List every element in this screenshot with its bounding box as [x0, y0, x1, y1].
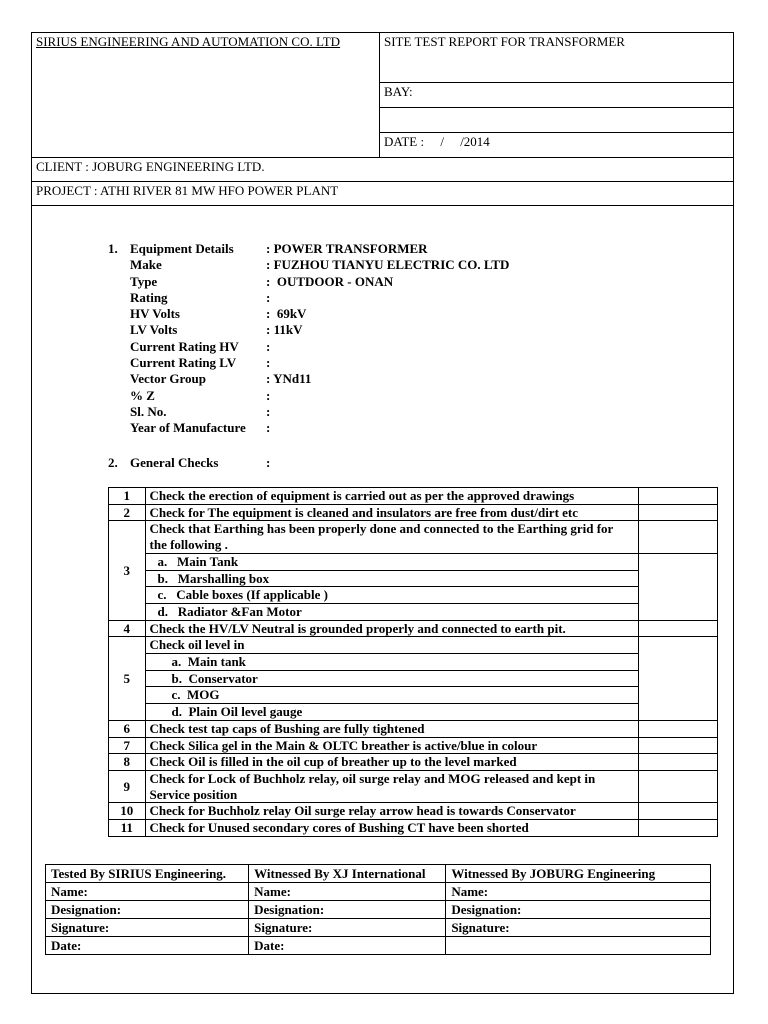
- check-text: Check for Buchholz relay Oil surge relay arrow head is towards Conservator: [145, 803, 638, 820]
- signature-table: [45, 864, 711, 955]
- client-field: CLIENT : JOBURG ENGINEERING LTD.: [32, 158, 734, 182]
- table-row: [109, 521, 718, 553]
- check-result-cell: [638, 720, 717, 737]
- detail-label: LV Volts: [130, 322, 178, 338]
- table-row: [46, 901, 711, 919]
- check-number: 6: [109, 720, 146, 737]
- detail-value: : POWER TRANSFORMER: [266, 241, 428, 256]
- equipment-details: [108, 241, 509, 437]
- table-row: [109, 587, 718, 604]
- company-name: SIRIUS ENGINEERING AND AUTOMATION CO. LTD: [36, 34, 341, 49]
- designation-field: Designation:: [46, 901, 249, 919]
- detail-label: Rating: [130, 289, 168, 305]
- table-row: [109, 620, 718, 637]
- detail-value: :: [266, 289, 271, 305]
- check-subitem: c. Cable boxes (If applicable ): [145, 587, 638, 604]
- check-subitem: a. Main tank: [145, 654, 638, 671]
- table-row: [109, 770, 718, 802]
- company-cell: [32, 33, 380, 158]
- detail-value: :: [266, 355, 271, 371]
- table-row: [46, 865, 711, 883]
- checks-table: [108, 487, 718, 837]
- check-result-cell: [638, 770, 717, 802]
- check-number: 2: [109, 504, 146, 521]
- detail-value: : 11kV: [266, 322, 303, 338]
- signature-field: Signature:: [46, 919, 249, 937]
- name-field: Name:: [249, 883, 446, 901]
- table-row: [109, 670, 718, 687]
- check-number: 4: [109, 620, 146, 637]
- table-row: [109, 737, 718, 754]
- table-row: [46, 937, 711, 955]
- table-row: [109, 803, 718, 820]
- detail-value: : YNd11: [266, 371, 312, 387]
- check-result-cell: [638, 803, 717, 820]
- check-text: Check for Lock of Buchholz relay, oil surge relay and MOG released and kept in Service position: [145, 770, 638, 802]
- general-checks-label: General Checks: [130, 455, 219, 470]
- check-result-cell: [638, 553, 717, 620]
- report-header: [31, 32, 734, 206]
- general-checks-heading: [108, 455, 270, 471]
- table-row: [109, 820, 718, 837]
- check-number: 3: [109, 521, 146, 620]
- detail-label: HV Volts: [130, 306, 180, 322]
- general-checks-colon: :: [266, 455, 271, 470]
- name-field: Name:: [46, 883, 249, 901]
- table-row: [109, 654, 718, 671]
- date-field-empty: [446, 937, 711, 955]
- detail-value: :: [266, 403, 271, 419]
- check-result-cell: [638, 737, 717, 754]
- witnessed-by-joburg-heading: Witnessed By JOBURG Engineering: [446, 865, 711, 883]
- check-text: Check for The equipment is cleaned and insulators are free from dust/dirt etc: [145, 504, 638, 521]
- section-number: 1.: [108, 241, 118, 256]
- name-field: Name:: [446, 883, 711, 901]
- detail-label: Vector Group: [130, 371, 206, 387]
- table-row: [109, 570, 718, 587]
- check-text: Check that Earthing has been properly done and connected to the Earthing grid for the following .: [145, 521, 638, 553]
- table-row: [109, 754, 718, 771]
- report-title: SITE TEST REPORT FOR TRANSFORMER: [380, 33, 734, 83]
- detail-label: Sl. No.: [130, 403, 167, 419]
- check-text: Check the HV/LV Neutral is grounded properly and connected to earth pit.: [145, 620, 638, 637]
- detail-value: :: [266, 420, 271, 436]
- detail-value: : 69kV: [266, 306, 307, 322]
- detail-label: Type: [130, 273, 158, 289]
- date-field: Date:: [249, 937, 446, 955]
- check-number: 11: [109, 820, 146, 837]
- designation-field: Designation:: [446, 901, 711, 919]
- check-number: 8: [109, 754, 146, 771]
- table-row: [109, 603, 718, 620]
- check-result-cell: [638, 637, 717, 721]
- check-text: Check Silica gel in the Main & OLTC breather is active/blue in colour: [145, 737, 638, 754]
- check-result-cell: [638, 504, 717, 521]
- detail-value: :: [266, 338, 271, 354]
- check-number: 5: [109, 637, 146, 721]
- check-result-cell: [638, 521, 717, 553]
- table-row: [46, 883, 711, 901]
- check-number: 10: [109, 803, 146, 820]
- date-field: Date:: [46, 937, 249, 955]
- blank-field: [380, 108, 734, 133]
- check-result-cell: [638, 488, 717, 505]
- detail-value: :: [266, 387, 271, 403]
- check-result-cell: [638, 620, 717, 637]
- table-row: [109, 553, 718, 570]
- signature-field: Signature:: [446, 919, 711, 937]
- signature-field: Signature:: [249, 919, 446, 937]
- detail-value: : FUZHOU TIANYU ELECTRIC CO. LTD: [266, 257, 510, 273]
- table-row: [109, 488, 718, 505]
- detail-label: Equipment Details: [130, 241, 234, 256]
- check-result-cell: [638, 754, 717, 771]
- check-number: 1: [109, 488, 146, 505]
- check-subitem: c. MOG: [145, 687, 638, 704]
- table-row: [109, 704, 718, 721]
- check-number: 7: [109, 737, 146, 754]
- witnessed-by-xj-heading: Witnessed By XJ International: [249, 865, 446, 883]
- check-number: 9: [109, 770, 146, 802]
- project-field: PROJECT : ATHI RIVER 81 MW HFO POWER PLANT: [32, 182, 734, 206]
- check-subitem: d. Plain Oil level gauge: [145, 704, 638, 721]
- date-field: DATE : / /2014: [380, 133, 734, 158]
- check-subitem: b. Marshalling box: [145, 570, 638, 587]
- check-text: Check Oil is filled in the oil cup of breather up to the level marked: [145, 754, 638, 771]
- designation-field: Designation:: [249, 901, 446, 919]
- table-row: [109, 720, 718, 737]
- check-subitem: d. Radiator &Fan Motor: [145, 603, 638, 620]
- table-row: [109, 687, 718, 704]
- detail-label: Current Rating HV: [130, 338, 239, 354]
- bay-field: BAY:: [380, 83, 734, 108]
- check-text: Check the erection of equipment is carried out as per the approved drawings: [145, 488, 638, 505]
- check-text: Check oil level in: [145, 637, 638, 654]
- detail-label: Current Rating LV: [130, 355, 237, 371]
- section-number: 2.: [108, 455, 118, 470]
- check-text: Check test tap caps of Bushing are fully tightened: [145, 720, 638, 737]
- table-row: [109, 637, 718, 654]
- table-row: [46, 919, 711, 937]
- check-subitem: a. Main Tank: [145, 553, 638, 570]
- check-text: Check for Unused secondary cores of Bushing CT have been shorted: [145, 820, 638, 837]
- detail-label: Make: [130, 257, 162, 273]
- detail-value: : OUTDOOR - ONAN: [266, 273, 394, 289]
- check-result-cell: [638, 820, 717, 837]
- detail-label: Year of Manufacture: [130, 420, 246, 436]
- tested-by-heading: Tested By SIRIUS Engineering.: [46, 865, 249, 883]
- table-row: [109, 504, 718, 521]
- check-subitem: b. Conservator: [145, 670, 638, 687]
- detail-label: % Z: [130, 387, 155, 403]
